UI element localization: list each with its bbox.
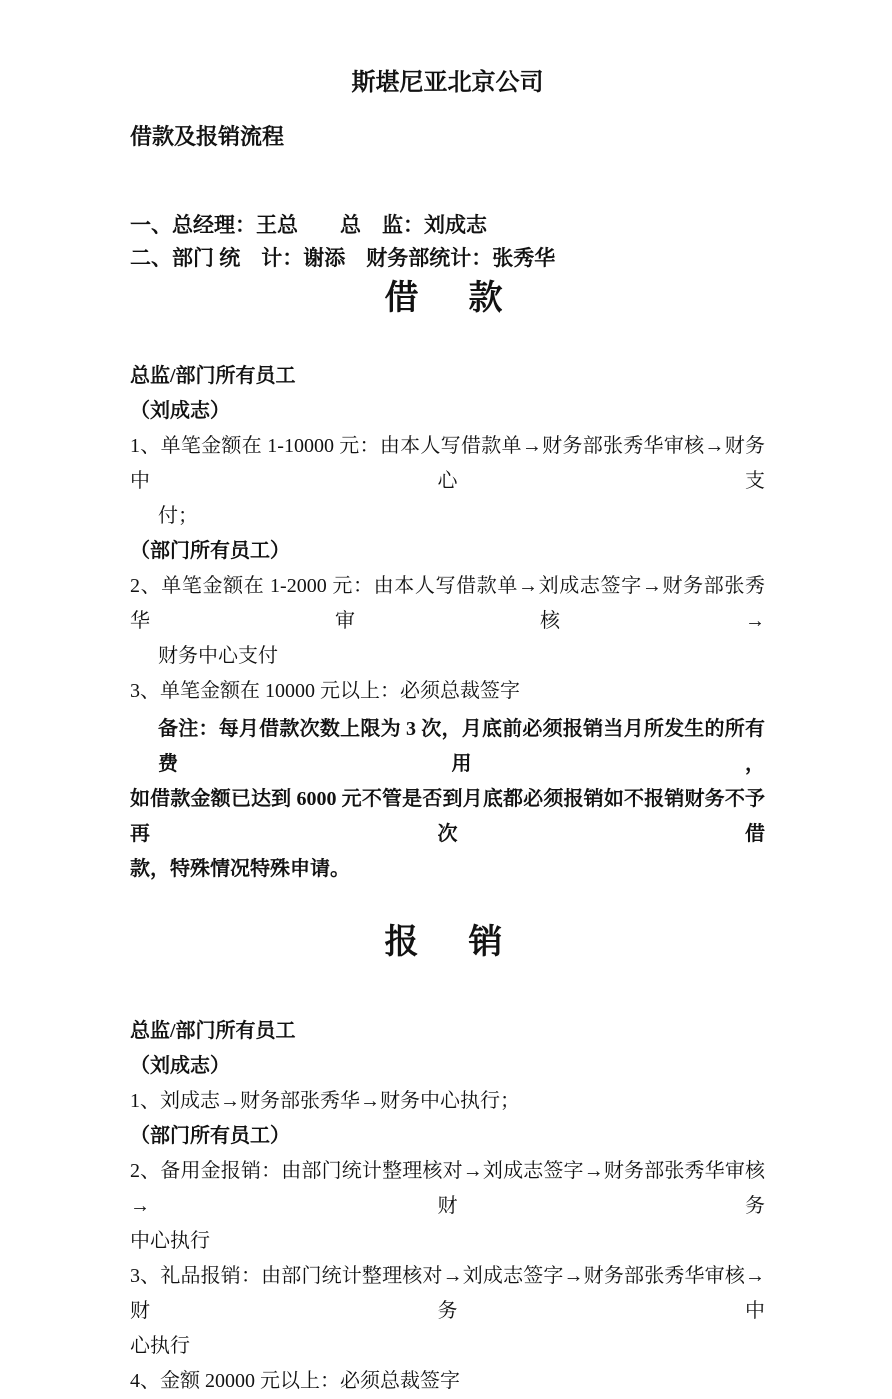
- loan-note-line-1: 备注：每月借款次数上限为 3 次，月底前必须报销当月所发生的所有费用，: [158, 718, 765, 775]
- loan-section-heading: 借 款: [384, 280, 511, 317]
- staff-line-general-manager: 一、总经理：王总 总 监：刘成志: [130, 213, 487, 237]
- reimbursement-section: [130, 1014, 765, 1399]
- loan-role-dept-header: （部门所有员工）: [130, 540, 290, 562]
- reimbursement-rule-3-continuation: 心执行: [130, 1335, 190, 1357]
- loan-rule-1-continuation: 付；: [158, 505, 198, 527]
- company-title: 斯堪尼亚北京公司: [351, 70, 544, 96]
- reimbursement-rule-4: 4、金额 20000 元以上：必须总裁签字: [130, 1370, 460, 1392]
- reimbursement-rule-2: 2、备用金报销：由部门统计整理核对→刘成志签字→财务部张秀华审核→财务: [130, 1160, 765, 1217]
- staff-line-statistician: 二、部门 统 计：谢添 财务部统计：张秀华: [130, 246, 556, 270]
- loan-rule-1: 1、单笔金额在 1-10000 元：由本人写借款单→财务部张秀华审核→财务中心支: [130, 435, 765, 492]
- loan-note-line-3: 款，特殊情况特殊申请。: [130, 858, 350, 880]
- reimbursement-role-name: （刘成志）: [130, 1055, 230, 1077]
- loan-rule-2-continuation: 财务中心支付: [158, 645, 278, 667]
- reimbursement-rule-3: 3、礼品报销：由部门统计整理核对→刘成志签字→财务部张秀华审核→财务中: [130, 1265, 765, 1322]
- loan-rule-2: 2、单笔金额在 1-2000 元：由本人写借款单→刘成志签字→财务部张秀华审核→: [130, 575, 765, 632]
- reimbursement-rule-2-continuation: 中心执行: [130, 1230, 210, 1252]
- loan-role-name: （刘成志）: [130, 400, 230, 422]
- loan-note-line-2: 如借款金额已达到 6000 元不管是否到月底都必须报销如不报销财务不予再次借: [130, 788, 765, 845]
- loan-role-header: 总监/部门所有员工: [130, 365, 296, 387]
- reimbursement-section-heading: 报 销: [384, 924, 511, 961]
- reimbursement-rule-1: 1、刘成志→财务部张秀华→财务中心执行；: [130, 1090, 520, 1112]
- loan-section: [130, 359, 765, 887]
- loan-rule-3: 3、单笔金额在 10000 元以上：必须总裁签字: [130, 680, 520, 702]
- reimbursement-role-dept-header: （部门所有员工）: [130, 1125, 290, 1147]
- reimbursement-role-header: 总监/部门所有员工: [130, 1020, 296, 1042]
- document-subtitle: 借款及报销流程: [130, 124, 285, 149]
